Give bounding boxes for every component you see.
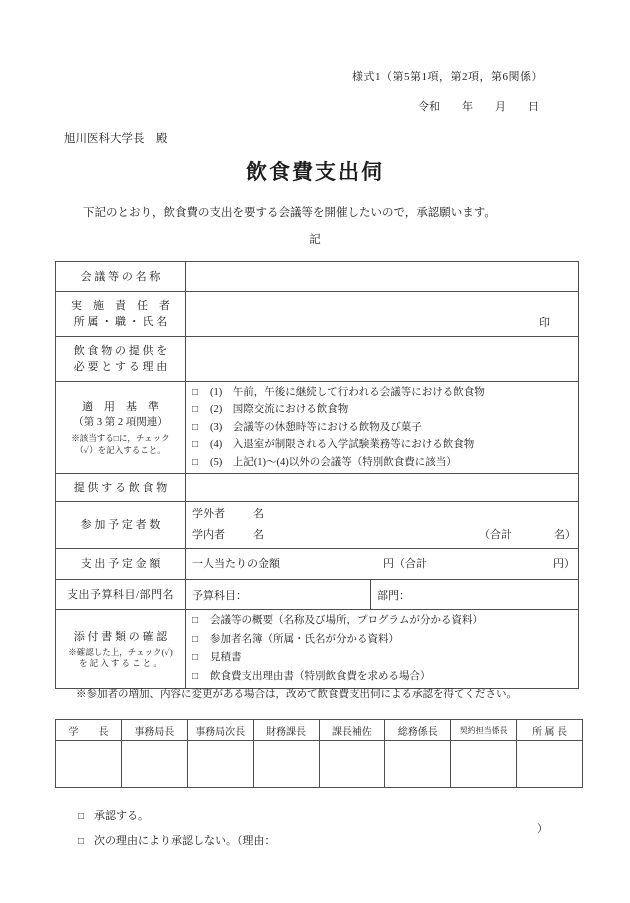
criteria-checkbox-3[interactable]: □ <box>192 421 199 433</box>
approval-col-director-general: 事務局長 <box>121 720 187 741</box>
reason-label-line1: 飲 食 物 の 提 供 を <box>73 345 168 357</box>
stamp-cell[interactable] <box>319 741 385 788</box>
reason-field[interactable] <box>186 337 579 382</box>
criteria-checkbox-5[interactable]: □ <box>192 456 199 468</box>
approval-stamp-row <box>56 741 583 788</box>
total-open: （合計 <box>479 529 512 542</box>
attachments-label: 添 付 書 類 の 確 認 <box>73 630 168 643</box>
stamp-cell[interactable] <box>451 741 517 788</box>
criteria-option-3 <box>192 419 572 436</box>
criteria-option-4 <box>192 436 572 453</box>
addressee: 旭川医科大学長 殿 <box>64 133 168 145</box>
criteria-option-2 <box>192 401 572 418</box>
budget-subject-field[interactable]: 予算科目： <box>186 580 371 610</box>
day-label: 日 <box>528 101 539 113</box>
amount-field[interactable] <box>186 549 579 580</box>
criteria-sublabel: （第 3 第 2 項関連） <box>73 417 168 429</box>
criteria-note: ※該当する□に，チェック （✓）を記入すること。 <box>71 433 170 455</box>
attachment-option-4-text: 飲食費支出理由書（特別飲食費を求める場合） <box>210 670 431 682</box>
approval-col-deputy-director: 事務局次長 <box>187 720 253 741</box>
participants-label: 参 加 予 定 者 数 <box>56 502 186 549</box>
page-title: 飲食費支出伺 <box>246 160 384 184</box>
participants-internal-line <box>192 525 576 546</box>
row-participants <box>56 502 579 549</box>
date-line <box>418 98 539 114</box>
meeting-name-label: 会 議 等 の 名 称 <box>56 262 186 292</box>
criteria-option-1 <box>192 384 572 401</box>
responsible-field[interactable] <box>186 292 579 337</box>
attachment-option-2 <box>192 631 572 650</box>
row-responsible <box>56 292 579 337</box>
approval-col-assistant-chief: 課長補佐 <box>319 720 385 741</box>
reject-label: 次の理由により承認しない。（理由： <box>94 835 276 847</box>
reason-label-line2: 必 要 と す る 理 由 <box>73 361 168 373</box>
row-meeting-name <box>56 262 579 292</box>
year-label: 年 <box>462 101 473 113</box>
month-label: 月 <box>495 101 506 113</box>
attachment-checkbox-2[interactable]: □ <box>192 633 199 645</box>
criteria-option-2-text: (2) 国際交流における飲食物 <box>210 404 349 416</box>
internal-unit: 名 <box>253 529 264 542</box>
row-budget <box>56 580 579 610</box>
participants-external-line <box>192 504 572 525</box>
external-label: 学外者 <box>192 508 225 521</box>
attachment-option-2-text: 参加者名簿（所属・氏名が分かる資料） <box>210 633 400 645</box>
attachment-checkbox-3[interactable]: □ <box>192 652 199 664</box>
reason-label <box>56 337 186 382</box>
reject-line <box>67 820 567 872</box>
responsible-label-line2: 所 属 ・ 職 ・ 氏 名 <box>73 316 168 328</box>
attachment-checkbox-1[interactable]: □ <box>192 615 199 627</box>
criteria-option-5 <box>192 454 572 471</box>
criteria-label-cell <box>56 382 186 474</box>
stamp-cell[interactable] <box>56 741 122 788</box>
yen-total-open: 円（合計 <box>383 558 427 571</box>
approval-stamp-table <box>55 719 583 788</box>
approval-header-row <box>56 720 583 741</box>
seal-mark: 印 <box>539 317 550 329</box>
reject-close-paren: ） <box>537 823 548 835</box>
criteria-label: 適 用 基 準 <box>82 401 159 414</box>
meeting-name-field[interactable] <box>186 262 579 292</box>
approval-col-general-affairs: 総務係長 <box>385 720 451 741</box>
amount-label: 支 出 予 定 金 額 <box>56 549 186 580</box>
participants-field[interactable] <box>186 502 579 549</box>
row-attachments <box>56 610 579 689</box>
approval-col-contract-officer: 契約担当係長 <box>451 720 517 741</box>
attachments-label-cell <box>56 610 186 689</box>
yen-total-close: 円） <box>553 558 575 571</box>
criteria-options <box>186 382 579 474</box>
criteria-checkbox-2[interactable]: □ <box>192 404 199 416</box>
row-amount <box>56 549 579 580</box>
responsible-label-line1: 実 施 責 任 者 <box>71 300 170 312</box>
reject-checkbox[interactable]: □ <box>78 836 85 847</box>
attachment-option-4 <box>192 668 572 687</box>
food-label: 提 供 す る 飲 食 物 <box>56 474 186 502</box>
criteria-option-1-text: (1) 午前，午後に継続して行われる会議等における飲食物 <box>210 387 485 398</box>
stamp-cell[interactable] <box>121 741 187 788</box>
external-unit: 名 <box>253 508 264 521</box>
responsible-label <box>56 292 186 337</box>
total-close: 名） <box>554 529 576 542</box>
change-footnote: ※参加者の増加、内容に変更がある場合は，改めて飲食費支出伺による承認を得てください。 <box>76 689 517 700</box>
per-person-label: 一人当たりの金額 <box>192 558 280 571</box>
attachments-options <box>186 610 579 689</box>
record-mark: 記 <box>309 234 321 246</box>
era-label: 令和 <box>418 101 440 113</box>
amount-line <box>192 551 575 577</box>
food-field[interactable] <box>186 474 579 502</box>
row-criteria <box>56 382 579 474</box>
criteria-option-3-text: (3) 会議等の休憩時等における飲物及び菓子 <box>210 421 422 433</box>
stamp-cell[interactable] <box>385 741 451 788</box>
criteria-checkbox-1[interactable]: □ <box>192 387 199 398</box>
stamp-cell[interactable] <box>187 741 253 788</box>
criteria-checkbox-4[interactable]: □ <box>192 439 199 451</box>
approval-col-president: 学 長 <box>56 720 122 741</box>
internal-label: 学内者 <box>192 529 225 542</box>
approval-col-department-head: 所 属 長 <box>517 720 583 741</box>
budget-department-field[interactable]: 部門： <box>371 580 579 610</box>
criteria-option-4-text: (4) 入退室が制限される入学試験業務等における飲食物 <box>210 439 475 451</box>
attachment-option-1-text: 会議等の概要（名称及び場所，プログラムが分かる資料） <box>210 615 483 627</box>
row-food <box>56 474 579 502</box>
approval-col-finance-chief: 財務課長 <box>253 720 319 741</box>
row-reason <box>56 337 579 382</box>
stamp-cell[interactable] <box>517 741 583 788</box>
approve-label: 承認する。 <box>94 810 150 822</box>
approve-checkbox[interactable]: □ <box>78 811 85 822</box>
attachment-checkbox-4[interactable]: □ <box>192 670 199 682</box>
budget-label: 支出予算科目/部門名 <box>56 580 186 610</box>
intro-sentence: 下記のとおり，飲食費の支出を要する会議等を開催したいので，承認願います。 <box>83 207 496 219</box>
attachment-option-3-text: 見積書 <box>210 652 242 664</box>
attachment-option-1 <box>192 612 572 631</box>
form-number: 様式1（第5第1項，第2項，第6関係） <box>352 71 543 83</box>
main-form-table <box>55 261 579 689</box>
attachment-option-3 <box>192 649 572 668</box>
attachments-note: ※確認した上，チェック(✓) を 記 入 す る こ と 。 <box>68 646 173 669</box>
criteria-option-5-text: (5) 上記(1)～(4)以外の会議等（特別飲食費に該当） <box>210 456 457 468</box>
stamp-cell[interactable] <box>253 741 319 788</box>
